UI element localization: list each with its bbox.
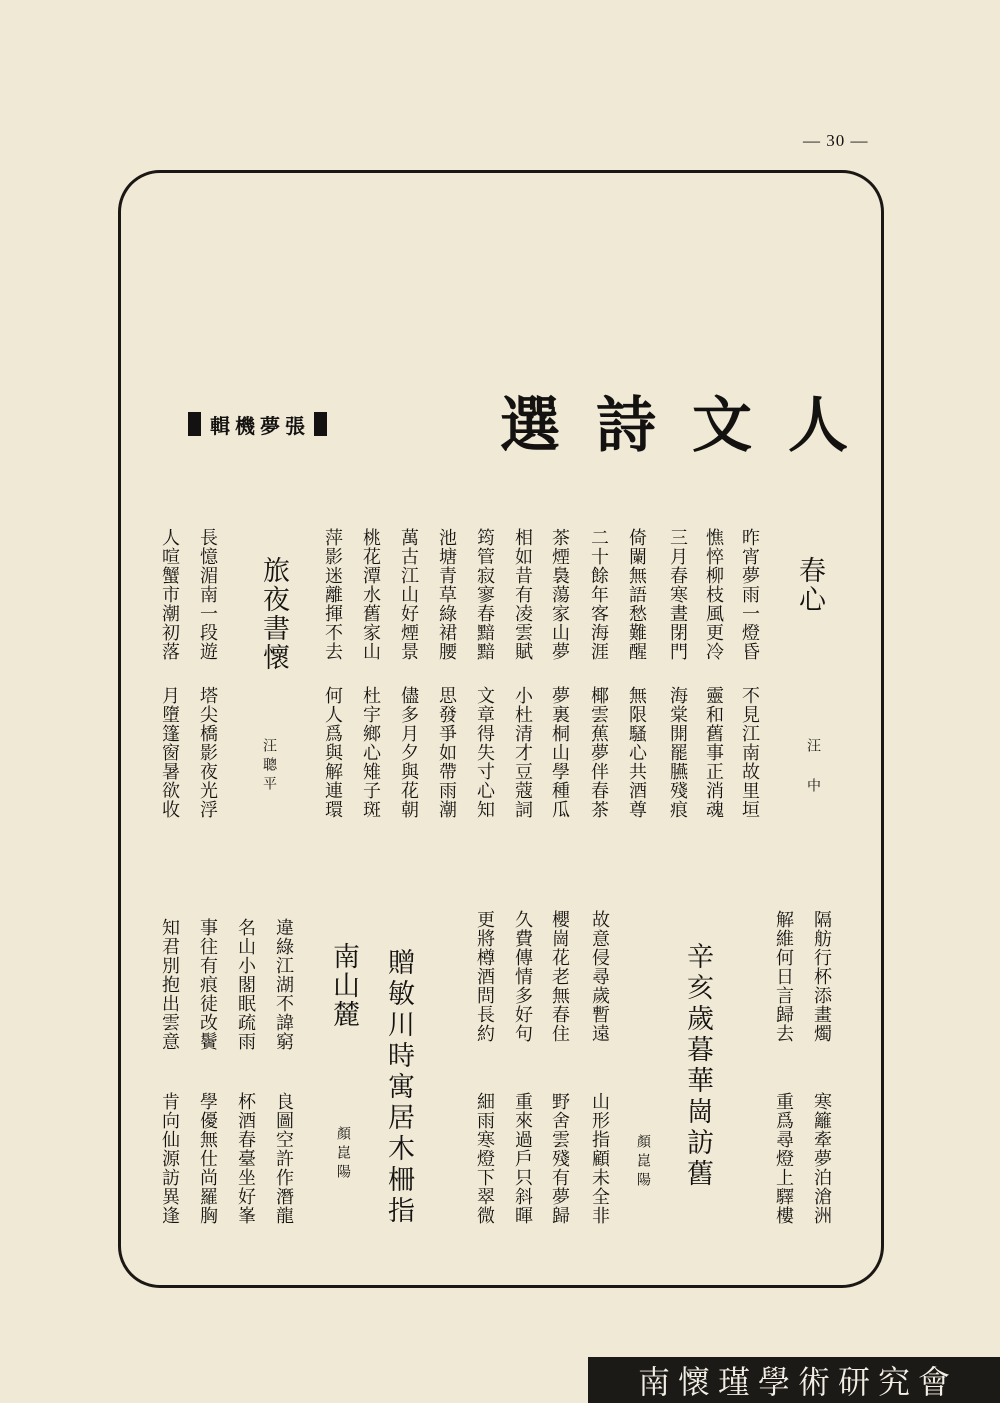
poem-line: 憔悴柳枝風更冷 <box>703 528 724 661</box>
poem-line: 櫻崗花老無春住 <box>549 910 570 1043</box>
poem-line: 故意侵尋歲暫遠 <box>589 910 610 1043</box>
poem-line: 良圖空許作潛龍 <box>273 1092 294 1225</box>
page-number: — 30 — <box>803 131 869 150</box>
poem-line: 重爲尋燈上驛樓 <box>773 1092 794 1225</box>
editor-name: 張夢機輯 <box>210 413 310 438</box>
page-frame <box>118 170 884 1288</box>
editor-right-mark <box>314 412 327 436</box>
poem-line: 細雨寒燈下翠微 <box>474 1092 495 1225</box>
poem-author-lu-ye: 汪聰平 <box>261 738 277 795</box>
publisher-watermark: 南懷瑾學術研究會 <box>588 1357 1000 1403</box>
poem-line: 昨宵夢雨一燈昏 <box>739 528 760 661</box>
poem-line: 桃花潭水舊家山 <box>360 528 381 661</box>
poem-line: 夢裏桐山學種瓜 <box>549 686 570 819</box>
poem-line: 名山小閣眠疏雨 <box>235 918 256 1051</box>
editor-left-mark <box>188 412 201 436</box>
poem-line: 學優無仕尚羅胸 <box>197 1092 218 1225</box>
poem-line: 儘多月夕與花朝 <box>398 686 419 819</box>
poem-line: 倚闌無語愁難醒 <box>626 528 647 661</box>
poem-title-zeng-min: 贈敏川時寓居木柵指 <box>383 948 414 1227</box>
poem-line: 解維何日言歸去 <box>773 910 794 1043</box>
poem-line: 久費傳情多好句 <box>512 910 533 1043</box>
poem-line: 何人爲與解連環 <box>322 686 343 819</box>
poem-line: 寒籬牽夢泊滄洲 <box>811 1092 832 1225</box>
poem-line: 筠管寂寥春黯黯 <box>474 528 495 661</box>
poem-author-chun-xin: 汪 中 <box>805 738 821 797</box>
poem-line: 茶煙裊蕩家山夢 <box>549 528 570 661</box>
editor-credit <box>188 412 327 436</box>
poem-line: 不見江南故里垣 <box>739 686 760 819</box>
poem-line: 塔尖橋影夜光浮 <box>197 686 218 819</box>
poem-line: 人喧蟹市潮初落 <box>159 528 180 661</box>
poem-line: 重來過戶只斜暉 <box>512 1092 533 1225</box>
poem-line: 野舍雲殘有夢歸 <box>549 1092 570 1225</box>
poem-title-lu-ye: 旅夜書懷 <box>258 556 289 672</box>
section-title: 人文詩選 <box>500 391 884 461</box>
poem-author-xin-hai: 顏崑陽 <box>635 1134 651 1191</box>
poem-line: 池塘青草綠裙腰 <box>436 528 457 661</box>
poem-line: 違綠江湖不諱窮 <box>273 918 294 1051</box>
poem-line: 二十餘年客海涯 <box>588 528 609 661</box>
poem-line: 三月春寒晝閉門 <box>667 528 688 661</box>
poem-line: 椰雲蕉夢伴春茶 <box>588 686 609 819</box>
poem-line: 肯向仙源訪異逢 <box>159 1092 180 1225</box>
poem-line: 杜宇鄉心雉子斑 <box>360 686 381 819</box>
poem-line: 杯酒春臺坐好峯 <box>235 1092 256 1225</box>
poem-line: 事往有痕徒改鬢 <box>197 918 218 1051</box>
poem-line: 萬古江山好煙景 <box>398 528 419 661</box>
poem-line: 靈和舊事正消魂 <box>703 686 724 819</box>
poem-title-chun-xin: 春心 <box>794 556 825 614</box>
poem-line: 隔舫行杯添畫燭 <box>811 910 832 1043</box>
poem-line: 小杜清才豆蔻詞 <box>512 686 533 819</box>
poem-line: 月墮篷窗暑欲收 <box>159 686 180 819</box>
poem-line: 無限騷心共酒尊 <box>626 686 647 819</box>
poem-line: 海棠開罷臙殘痕 <box>667 686 688 819</box>
poem-line: 萍影迷離揮不去 <box>322 528 343 661</box>
poem-line: 相如昔有凌雲賦 <box>512 528 533 661</box>
poem-line: 文章得失寸心知 <box>474 686 495 819</box>
poem-author-zeng-min: 顏崑陽 <box>335 1126 351 1183</box>
poem-title-zeng-min-cont: 南山麓 <box>328 942 359 1029</box>
poem-line: 山形指顧未全非 <box>589 1092 610 1225</box>
poem-title-xin-hai: 辛亥歲暮華崗訪舊 <box>682 942 713 1190</box>
poem-line: 知君別抱出雲意 <box>159 918 180 1051</box>
poem-line: 思發爭如帶雨潮 <box>436 686 457 819</box>
poem-line: 更將樽酒問長約 <box>474 910 495 1043</box>
poem-line: 長憶湄南一段遊 <box>197 528 218 661</box>
